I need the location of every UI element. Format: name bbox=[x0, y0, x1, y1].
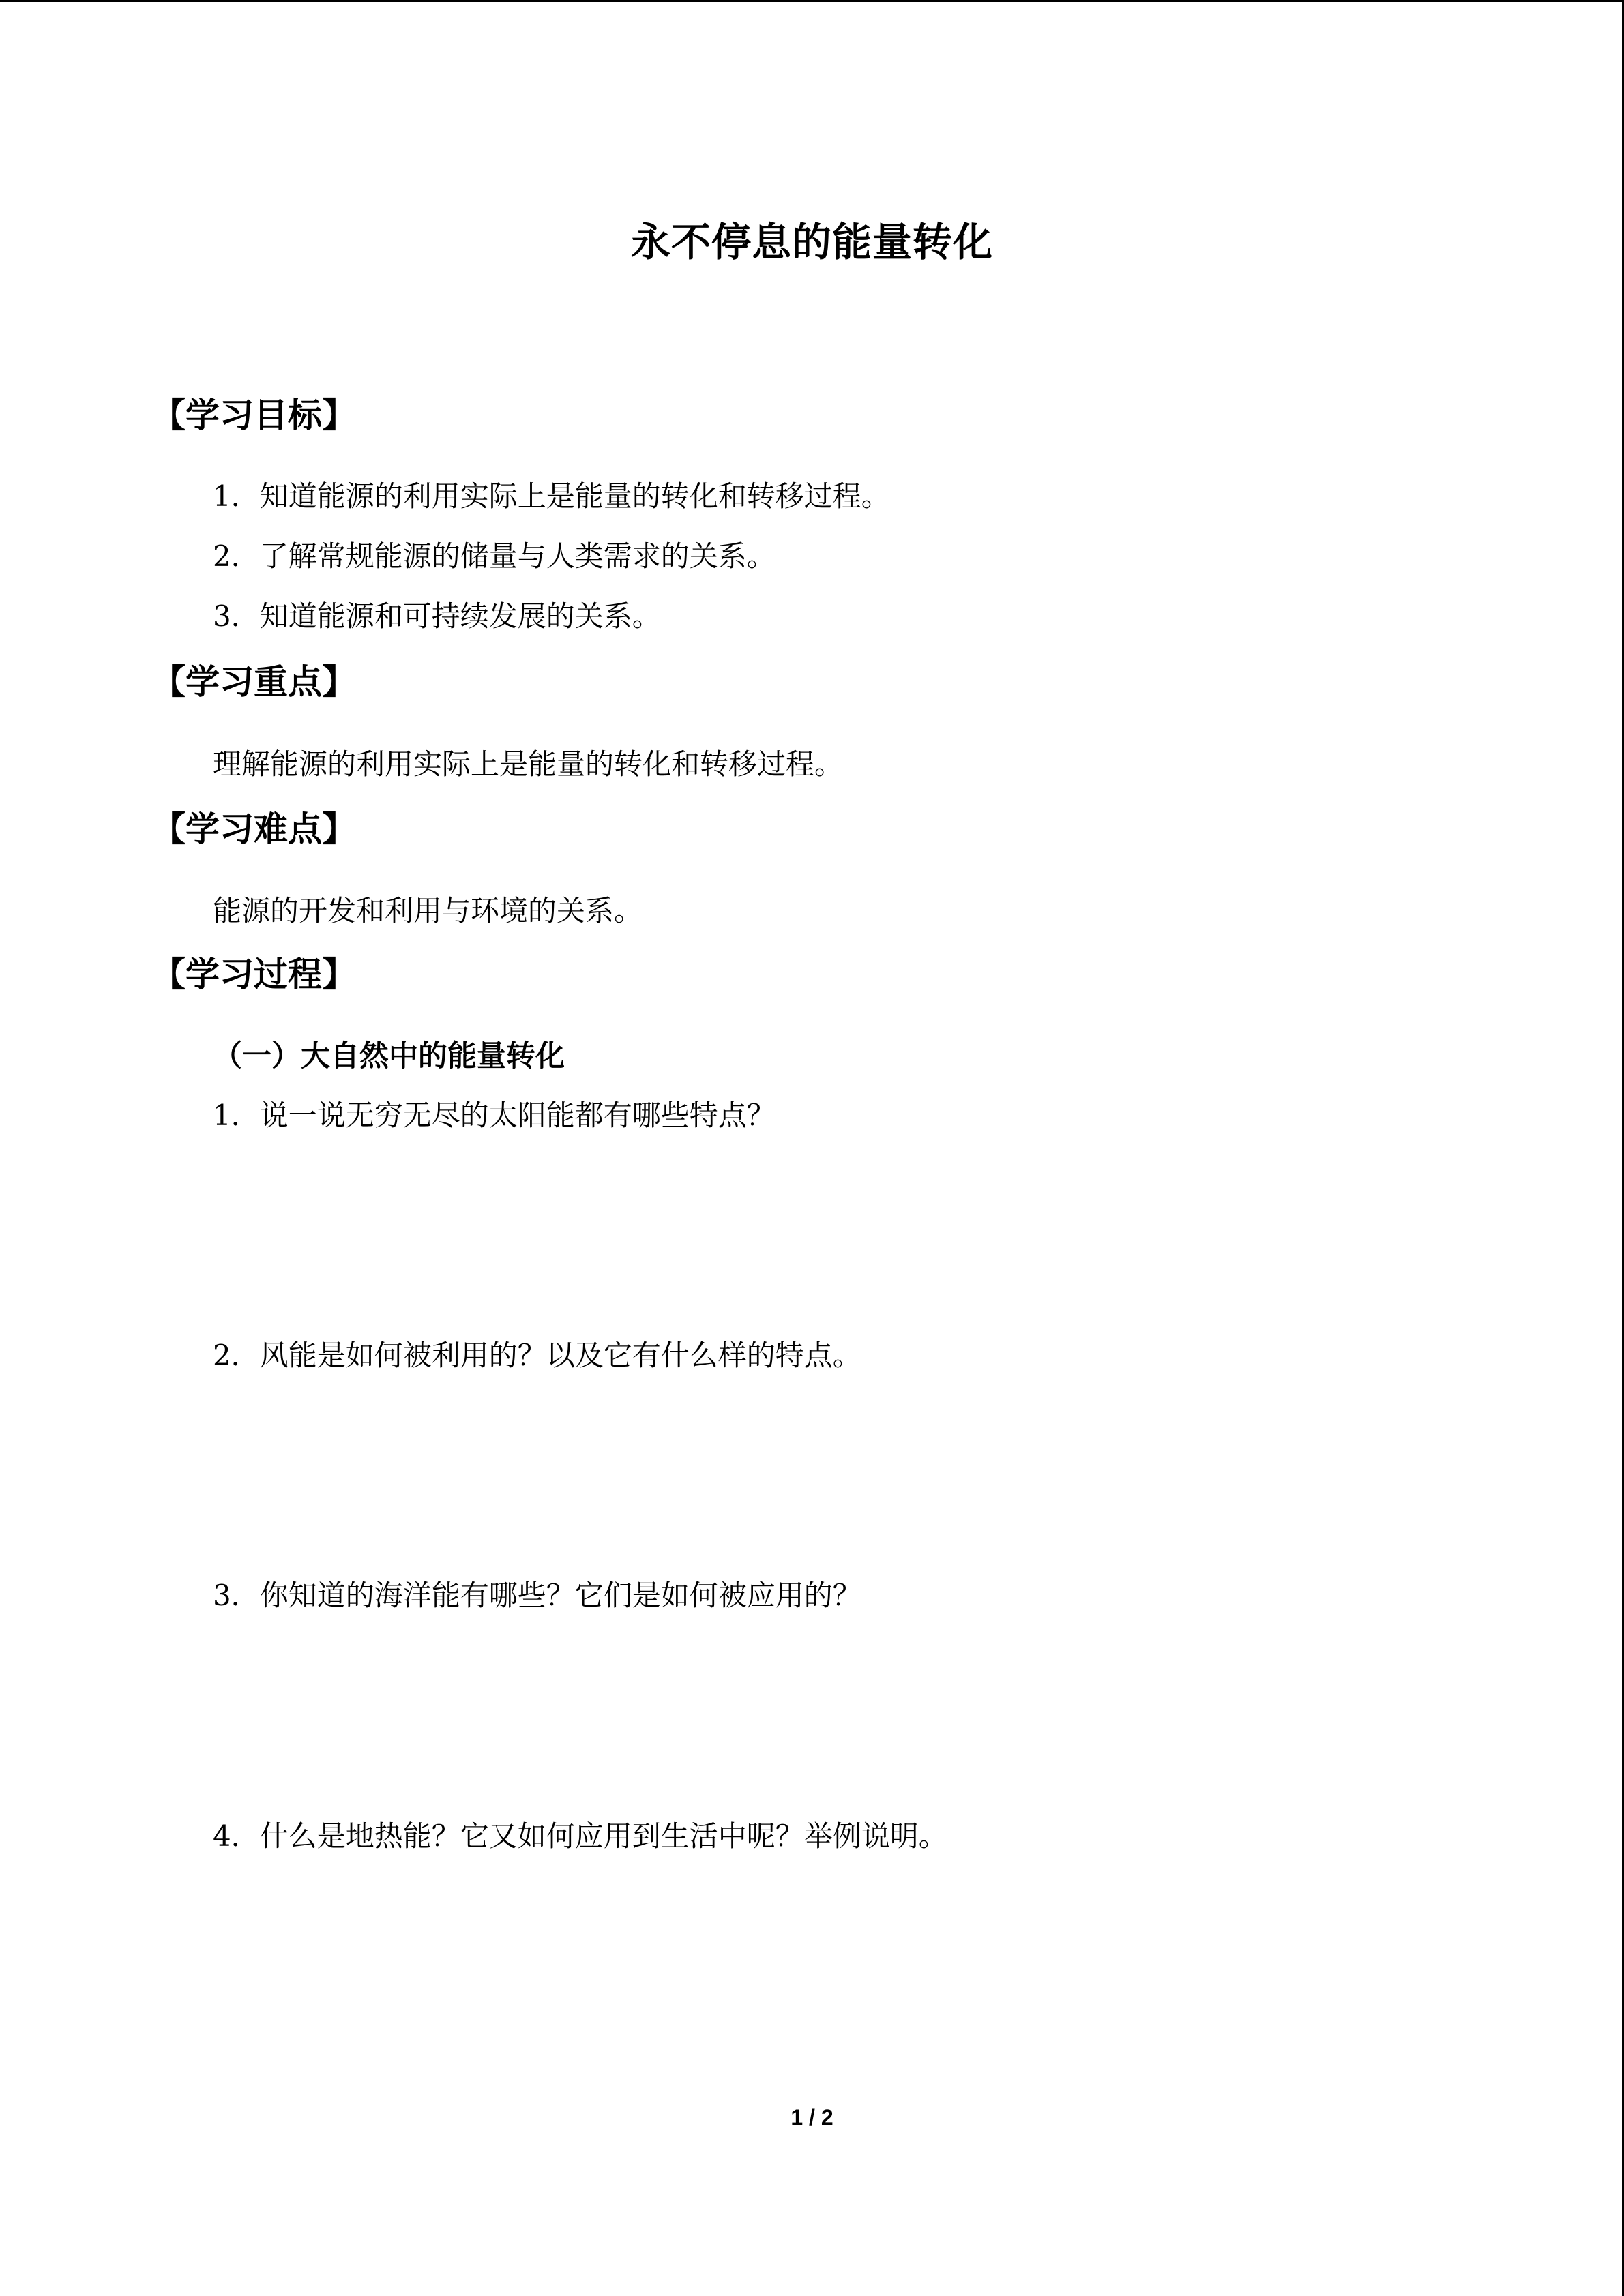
question-item bbox=[213, 1816, 947, 1857]
page-number: 1 / 2 bbox=[791, 2105, 833, 2130]
objective-text: 知道能源和可持续发展的关系。 bbox=[259, 599, 661, 633]
difficulties-text: 能源的开发和利用与环境的关系。 bbox=[213, 894, 643, 927]
process-heading: 【学习过程】 bbox=[151, 955, 356, 994]
question-item bbox=[213, 1095, 776, 1136]
key-points-heading: 【学习重点】 bbox=[151, 662, 356, 702]
question-text: 什么是地热能？它又如何应用到生活中呢？举例说明。 bbox=[259, 1819, 947, 1853]
question-text: 你知道的海洋能有哪些？它们是如何被应用的？ bbox=[259, 1579, 861, 1612]
question-number: 2． bbox=[213, 1339, 260, 1372]
objective-number: 2． bbox=[213, 539, 260, 573]
question-item bbox=[213, 1335, 861, 1376]
question-text: 风能是如何被利用的？以及它有什么样的特点。 bbox=[259, 1339, 861, 1372]
difficulties-heading: 【学习难点】 bbox=[151, 809, 356, 849]
question-number: 1． bbox=[213, 1099, 260, 1132]
question-number: 3． bbox=[213, 1579, 260, 1612]
objective-text: 知道能源的利用实际上是能量的转化和转移过程。 bbox=[259, 479, 890, 513]
question-text: 说一说无穷无尽的太阳能都有哪些特点？ bbox=[259, 1099, 776, 1132]
objective-number: 3． bbox=[213, 599, 260, 633]
question-number: 4． bbox=[213, 1819, 260, 1853]
document-title: 永不停息的能量转化 bbox=[630, 219, 993, 265]
objectives-heading: 【学习目标】 bbox=[151, 396, 356, 435]
question-item bbox=[213, 1575, 861, 1616]
objective-item bbox=[213, 536, 776, 577]
key-points-text: 理解能源的利用实际上是能量的转化和转移过程。 bbox=[213, 747, 844, 781]
objective-item bbox=[213, 476, 890, 517]
objective-text: 了解常规能源的储量与人类需求的关系。 bbox=[259, 539, 776, 573]
process-subheading: （一）大自然中的能量转化 bbox=[213, 1039, 565, 1073]
objective-number: 1． bbox=[213, 479, 260, 513]
objective-item bbox=[213, 596, 661, 637]
